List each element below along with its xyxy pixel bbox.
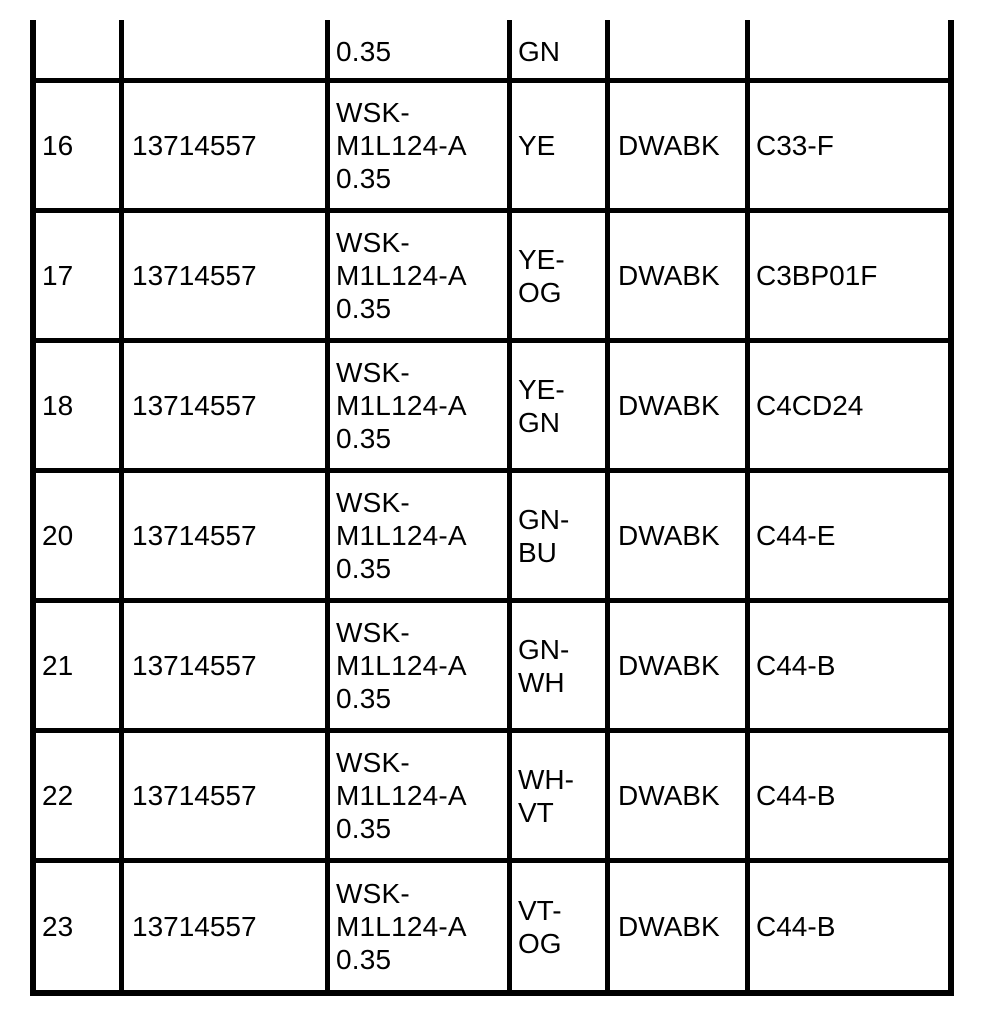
connector-cell: C44-B bbox=[756, 911, 836, 942]
part-number-cell bbox=[124, 20, 330, 83]
color-cell: WH- VT bbox=[512, 733, 610, 863]
connector-cell: C33-F bbox=[750, 83, 948, 213]
connector-cell bbox=[750, 20, 948, 83]
pin-cell: 23 bbox=[36, 863, 124, 990]
pin-cell bbox=[36, 20, 124, 83]
wire-cell: WSK- M1L124-A 0.35 bbox=[330, 343, 512, 473]
color-cell: YE- OG bbox=[512, 213, 610, 343]
pin-cell: 20 bbox=[36, 473, 124, 603]
wire-cell: WSK- M1L124-A 0.35 bbox=[330, 603, 512, 733]
wire-cell: WSK- M1L124-A 0.35 bbox=[330, 473, 512, 603]
type-cell bbox=[610, 20, 750, 83]
wire-cell: WSK- M1L124-A 0.35 bbox=[330, 863, 512, 990]
color-cell: GN- WH bbox=[512, 603, 610, 733]
wire-cell: WSK- M1L124-A 0.35 bbox=[330, 213, 512, 343]
pin-cell: 18 bbox=[36, 343, 124, 473]
part-number-cell: 13714557 bbox=[124, 343, 330, 473]
type-cell: DWABK bbox=[610, 213, 750, 343]
part-number-cell: 13714557 bbox=[124, 863, 330, 990]
pin-cell: 16 bbox=[36, 83, 124, 213]
connector-pinout-table bbox=[30, 20, 954, 996]
color-cell: VT- OG bbox=[512, 863, 610, 990]
color-cell: YE bbox=[512, 83, 610, 213]
color-cell: GN- BU bbox=[512, 473, 610, 603]
pin-cell: 17 bbox=[36, 213, 124, 343]
type-cell: DWABK bbox=[610, 733, 750, 863]
wire-cell: 0.35 bbox=[330, 20, 512, 83]
connector-cell: C3BP01F bbox=[750, 213, 948, 343]
part-number-cell: 13714557 bbox=[124, 473, 330, 603]
pin-cell: 22 bbox=[36, 733, 124, 863]
part-number-cell: 13714557 bbox=[124, 213, 330, 343]
color-cell: YE- GN bbox=[512, 343, 610, 473]
wire-cell: WSK- M1L124-A 0.35 bbox=[330, 733, 512, 863]
connector-cell: C4CD24 bbox=[750, 343, 948, 473]
type-cell: DWABK bbox=[610, 603, 750, 733]
connector-cell: C44-B bbox=[750, 733, 948, 863]
type-cell: DWABK bbox=[610, 473, 750, 603]
type-cell: DWABK bbox=[610, 83, 750, 213]
type-cell: DWABK bbox=[610, 343, 750, 473]
part-number-cell: 13714557 bbox=[124, 603, 330, 733]
connector-cell: C44-B bbox=[750, 603, 948, 733]
type-cell: DWABK bbox=[610, 863, 750, 990]
part-number-cell: 13714557 bbox=[124, 733, 330, 863]
pin-cell: 21 bbox=[36, 603, 124, 733]
color-cell: GN bbox=[512, 20, 610, 83]
wire-cell: WSK- M1L124-A 0.35 bbox=[330, 83, 512, 213]
part-number-cell: 13714557 bbox=[124, 83, 330, 213]
connector-cell: C44-E bbox=[750, 473, 948, 603]
